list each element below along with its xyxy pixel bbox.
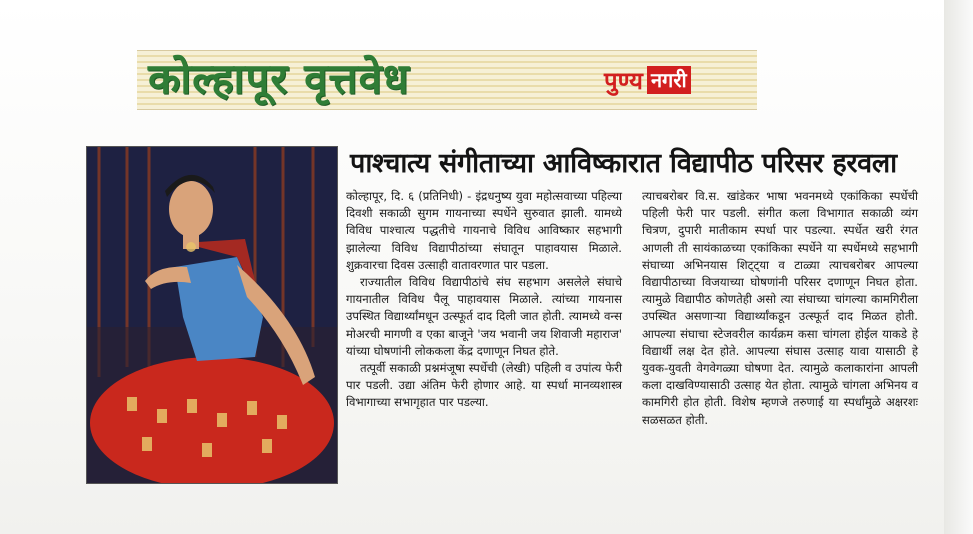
article-paragraph: त्याचबरोबर वि.स. खांडेकर भाषा भवनमध्ये एकांकिका स्पर्धेची पहिली फेरी पार पडली. संगीत कला विभागात सकाळी व्यंग चित्रण, दुपारी मातीकाम स्पर्धा पार पडल्या. स्पर्धेत खरी रंगत आणली ती सायंकाळच्या एकांकिका स्पर्धेने या स्पर्धेमध्ये सहभागी संघाच्या अभिनयास शिट्ट्या व टाळ्या त्याचबरोबर आपल्या विद्यापीठाच्या विजयाच्या घोषणांनी परिसर दणाणून निघत होता. त्यामुळे विद्यापीठ कोणतेही असो त्या संघाच्या चांगल्या कामगिरीला उपस्थित असणाऱ्या विद्यार्थ्यांकडून उत्स्फूर्त दाद मिळत होती. आपल्या संघाचा स्टेजवरील कार्यक्रम कसा चांगला होईल याकडे हे विद्यार्थी लक्ष देत होते. आपल्या संघास उत्साह यावा यासाठी हे युवक-युवती वेगवेगळ्या घोषणा देत. त्यामुळे कलाकारांना आपली कला दाखविण्यासाठी उत्साह येत होता. त्यामुळे चांगला अभिनय व कामगिरी होत होती. विशेष म्हणजे तरुणाई या स्पर्धांमुळे अक्षरशः सळसळत होती. (642, 189, 918, 427)
dancer-skirt (90, 357, 334, 484)
article-paragraph: तत्पूर्वी सकाळी प्रश्नमंजूषा स्पर्धेची (लेखी) पहिली व उपांत्य फेरी पार पडली. उद्या अंतिम फेरी होणार आहे. या स्पर्धा मानव्यशास्त्र विभागाच्या सभागृहात पार पडल्या. (346, 361, 622, 410)
article-paragraph: कोल्हापूर, दि. ६ (प्रतिनिधी) - इंद्रधनुष्य युवा महोत्सवाच्या पहिल्या दिवशी सकाळी सुगम गायनाच्या स्पर्धेने सुरुवात झाली. यामध्ये विविध पाश्चात्य पद्धतीचे गायनाचे विविध आविष्कार सहभागी झालेल्या विविध विद्यापीठांच्या संघातून पाहावयास मिळाले. शुक्रवारचा दिवस उत्साही वातावरणात पार पडला. (346, 189, 622, 272)
masthead-title: कोल्हापूर वृत्तवेध (148, 54, 410, 103)
article-paragraph: राज्यातील विविध विद्यापीठांचे संघ सहभाग असलेले संघाचे गायनातील विविध पैलू पाहावयास मिळाले. त्यांच्या गायनास उपस्थित विद्यार्थ्यांमधून उत्स्फूर्त दाद दिली जात होती. त्यामध्ये वन्स मोअरची मागणी व एका बाजूने 'जय भवानी जय शिवाजी महाराज' यांच्या घोषणांनी लोककला केंद्र दणाणून निघत होते. (346, 275, 622, 358)
newspaper-logo (604, 64, 744, 96)
logo-word-punya: पुण्य (604, 66, 643, 95)
article-column-left (346, 188, 622, 412)
page-edge (944, 0, 973, 534)
dancer-photo (86, 146, 338, 484)
article-column-right (642, 188, 918, 429)
article-headline: पाश्चात्य संगीताच्या आविष्कारात विद्यापीठ परिसर हरवला (350, 148, 897, 179)
logo-word-nagari: नगरी (647, 66, 691, 94)
dancer-face (169, 181, 213, 237)
